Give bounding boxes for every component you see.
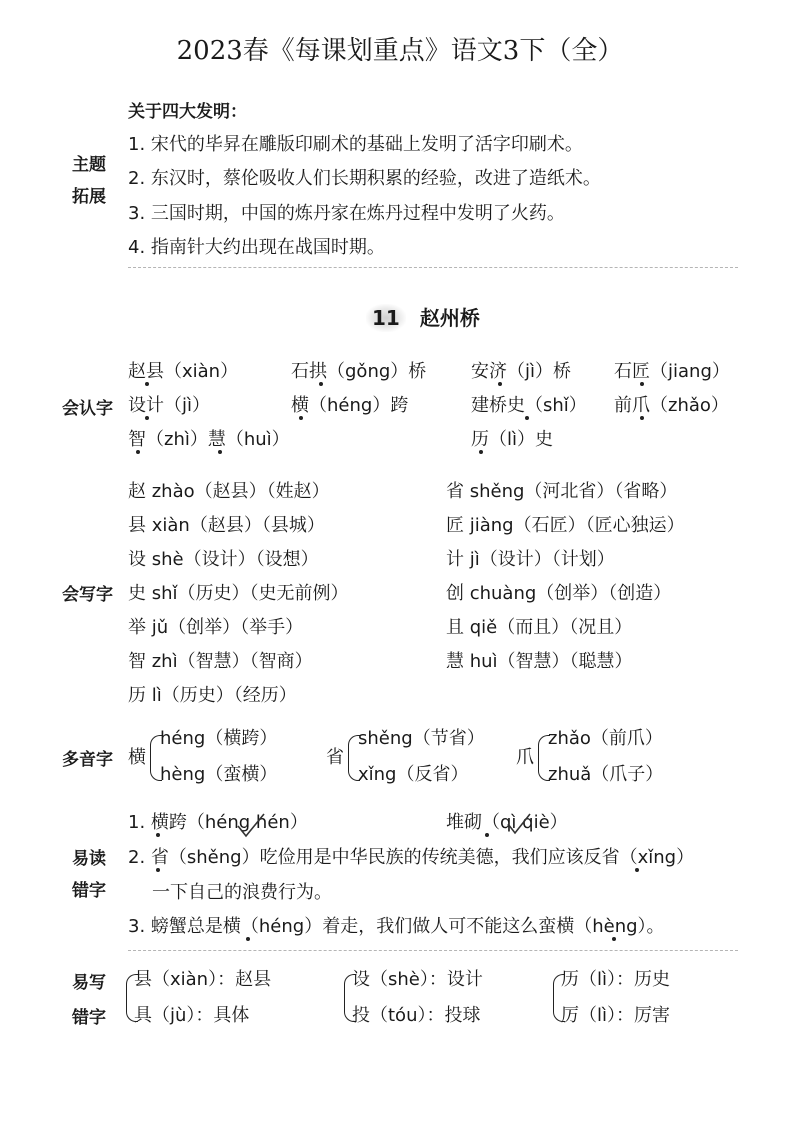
emphasis-dot <box>319 382 323 386</box>
poly-reading: xǐng（反省） <box>358 764 469 785</box>
theme-label-2: 拓展 <box>72 187 106 207</box>
misread-line-1b: 堆砌（qì qiè） <box>446 812 568 833</box>
write-item: 设 shè（设计）（设想） <box>128 549 319 570</box>
theme-item-4: 4. 指南针大约出现在战国时期。 <box>128 237 385 258</box>
emphasis-dot <box>479 450 483 454</box>
theme-item-1: 1. 宋代的毕昇在雕版印刷术的基础上发明了活字印刷术。 <box>128 134 583 155</box>
emphasis-dot <box>498 382 502 386</box>
page-title: 2023春《每课划重点》语文3下（全） <box>176 36 624 66</box>
poly-char: 横 <box>128 747 146 768</box>
theme-item-3: 3. 三国时期，中国的炼丹家在炼丹过程中发明了火药。 <box>128 203 565 224</box>
check-mark-icon <box>506 812 532 836</box>
write-item: 赵 zhào（赵县）（姓赵） <box>128 481 330 502</box>
poly-char: 省 <box>326 747 344 768</box>
lesson-name: 赵州桥 <box>419 306 480 330</box>
emphasis-dot <box>145 416 149 420</box>
divider <box>128 950 738 951</box>
emphasis-dot <box>299 416 303 420</box>
emphasis-dot <box>640 382 644 386</box>
poly-reading: héng（横跨） <box>160 728 278 749</box>
recognize-item: 横（héng）跨 <box>291 395 409 416</box>
recognize-item: 石匠（jiang） <box>614 361 730 382</box>
misread-label-2: 错字 <box>72 881 106 901</box>
lesson-heading <box>366 302 480 331</box>
divider <box>128 267 738 268</box>
poly-reading: hèng（蛮横） <box>160 764 278 785</box>
emphasis-dot <box>485 833 489 837</box>
theme-item-2: 2. 东汉时，蔡伦吸收人们长期积累的经验，改进了造纸术。 <box>128 168 601 189</box>
miswrite-item: 投（tóu）：投球 <box>352 1005 481 1026</box>
miswrite-item: 县（xiàn）：赵县 <box>134 969 272 990</box>
recognize-item: 赵县（xiàn） <box>128 361 239 382</box>
emphasis-dot <box>218 450 222 454</box>
write-item: 史 shǐ（历史）（史无前例） <box>128 583 349 604</box>
miswrite-item: 具（jù）：具体 <box>134 1005 250 1026</box>
misread-label-1: 易读 <box>72 849 106 869</box>
poly-char: 爪 <box>516 747 534 768</box>
misread-line-2: 2. 省（shěng）吃俭用是中华民族的传统美德，我们应该反省（xǐng） <box>128 847 695 868</box>
miswrite-item: 历（lì）：历史 <box>561 969 671 990</box>
emphasis-dot <box>640 416 644 420</box>
recognize-item: 建桥史（shǐ） <box>471 395 587 416</box>
theme-heading: 关于四大发明： <box>128 102 247 122</box>
miswrite-item: 设（shè）：设计 <box>352 969 483 990</box>
lesson-number: 11 <box>366 304 406 332</box>
emphasis-dot <box>635 868 639 872</box>
recognize-item: 石拱（gǒng）桥 <box>291 361 427 382</box>
write-item: 计 jì（设计）（计划） <box>446 549 615 570</box>
poly-reading: zhǎo（前爪） <box>548 728 663 749</box>
write-item: 历 lì（历史）（经历） <box>128 685 297 706</box>
recognize-item: 历（lì）史 <box>471 429 554 450</box>
write-item: 省 shěng（河北省）（省略） <box>446 481 678 502</box>
emphasis-dot <box>246 937 250 941</box>
recognize-item: 智（zhì）慧（huì） <box>128 429 290 450</box>
misread-line-3: 3. 螃蟹总是横（héng）着走，我们做人可不能这么蛮横（hèng）。 <box>128 916 665 937</box>
poly-reading: shěng（节省） <box>358 728 485 749</box>
write-item: 县 xiàn（赵县）（县城） <box>128 515 325 536</box>
misread-line-1a: 1. 横跨（héng hén） <box>128 812 308 833</box>
theme-label-1: 主题 <box>72 155 106 175</box>
check-mark-icon <box>236 812 266 840</box>
write-label: 会写字 <box>62 585 113 605</box>
poly-reading: zhuǎ（爪子） <box>548 764 664 785</box>
misread-line-2b: 一下自己的浪费行为。 <box>152 882 332 903</box>
emphasis-dot <box>156 868 160 872</box>
miswrite-label-2: 错字 <box>72 1008 106 1028</box>
write-item: 智 zhì（智慧）（智商） <box>128 651 313 672</box>
miswrite-label-1: 易写 <box>72 973 106 993</box>
recognize-item: 前爪（zhǎo） <box>614 395 729 416</box>
emphasis-dot <box>156 833 160 837</box>
write-item: 且 qiě（而且）（况且） <box>446 617 633 638</box>
recognize-item: 设计（jì） <box>128 395 211 416</box>
write-item: 匠 jiàng（石匠）（匠心独运） <box>446 515 685 536</box>
emphasis-dot <box>145 382 149 386</box>
recognize-item: 安济（jì）桥 <box>471 361 572 382</box>
write-item: 创 chuàng（创举）（创造） <box>446 583 672 604</box>
emphasis-dot <box>612 937 616 941</box>
write-item: 慧 huì（智慧）（聪慧） <box>446 651 633 672</box>
miswrite-item: 厉（lì）：厉害 <box>561 1005 671 1026</box>
emphasis-dot <box>525 416 529 420</box>
poly-label: 多音字 <box>62 750 113 770</box>
write-item: 举 jǔ（创举）（举手） <box>128 617 304 638</box>
recognize-label: 会认字 <box>62 399 113 419</box>
emphasis-dot <box>136 450 140 454</box>
